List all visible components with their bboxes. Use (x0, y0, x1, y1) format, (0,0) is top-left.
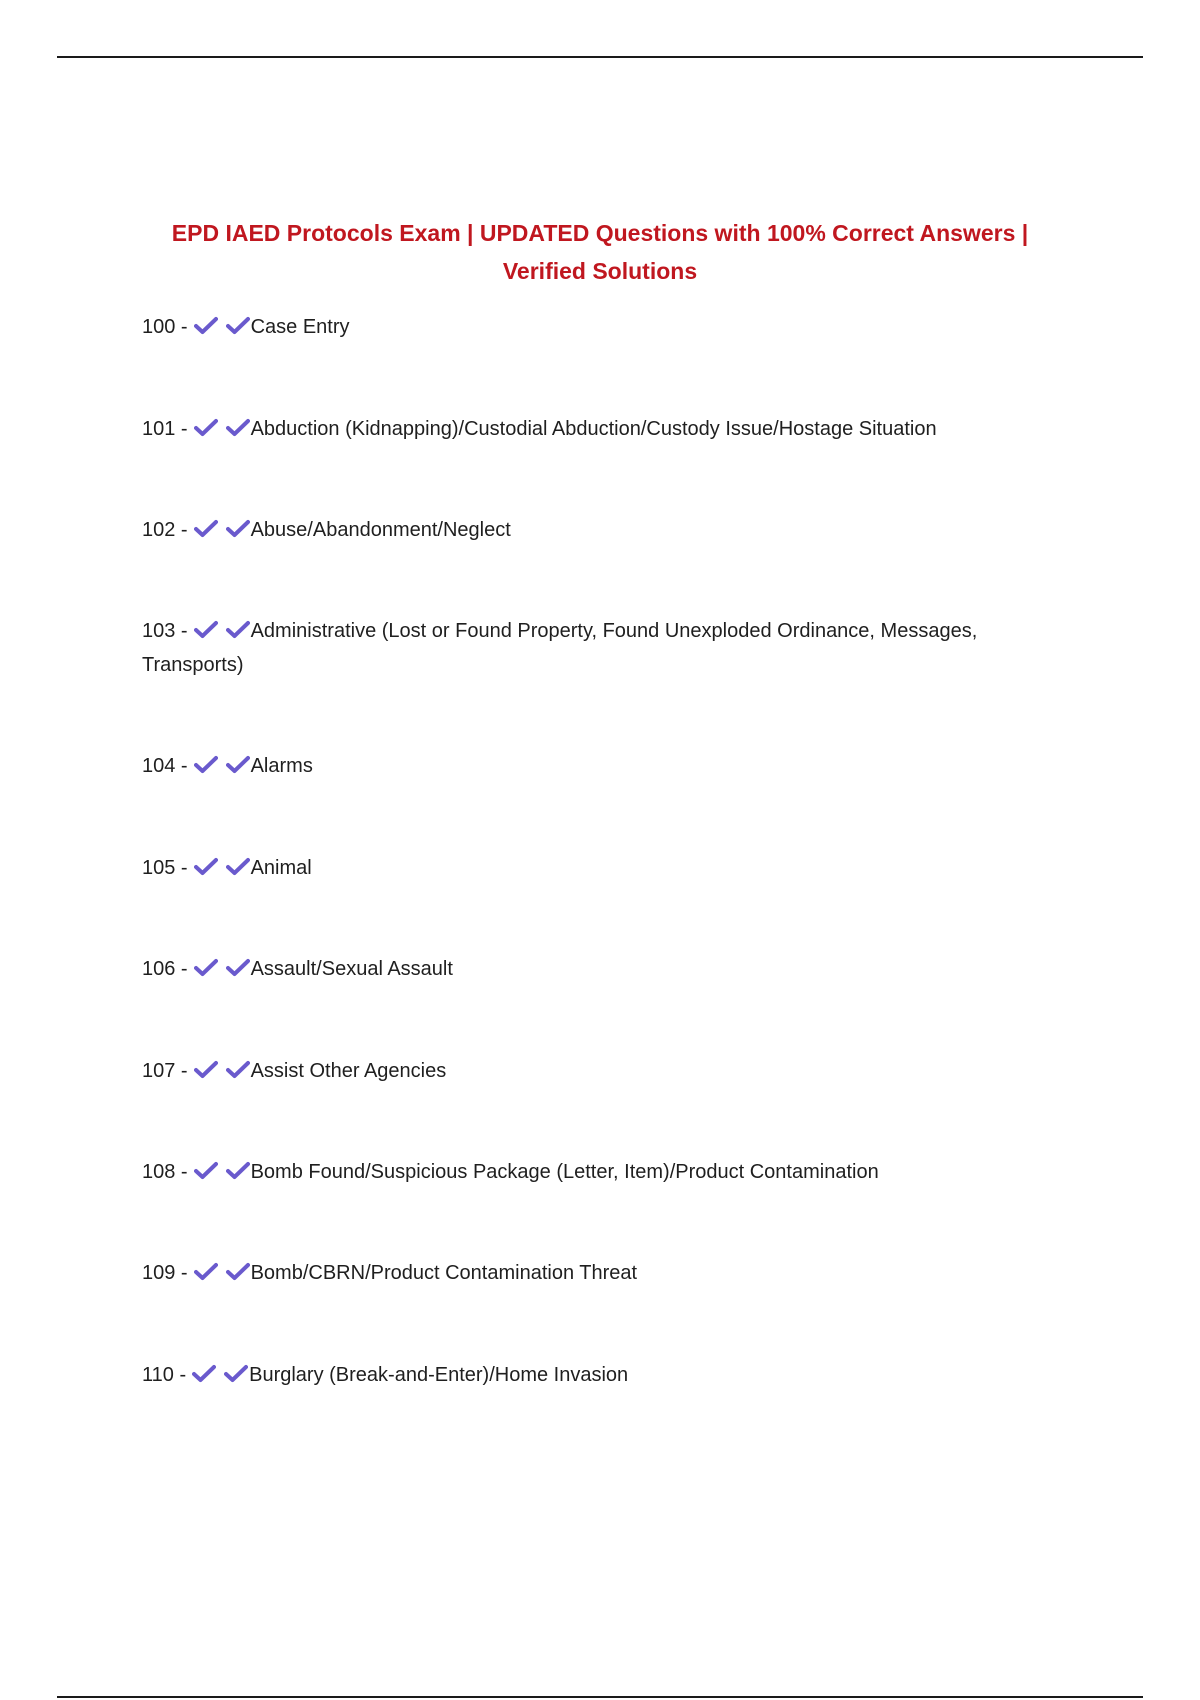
check-icon (226, 418, 250, 438)
check-icon (226, 1060, 250, 1080)
list-item (142, 1256, 1062, 1290)
check-icon (194, 958, 218, 978)
entry-number: 109 - (142, 1262, 188, 1284)
list-item (142, 1358, 1062, 1392)
entry-number: 100 - (142, 316, 188, 338)
document-title: EPD IAED Protocols Exam | UPDATED Questions with 100% Correct Answers | Verified Solutions (171, 220, 1029, 284)
check-icon (224, 1364, 248, 1384)
check-icon (226, 620, 250, 640)
check-icon (226, 958, 250, 978)
check-icon (194, 519, 218, 539)
check-icon (226, 519, 250, 539)
check-icon (194, 857, 218, 877)
entry-number: 110 - (142, 1364, 187, 1386)
entry-number: 107 - (142, 1060, 188, 1082)
entry-number: 104 - (142, 755, 188, 777)
entry-text: Alarms (250, 755, 313, 777)
list-item (142, 513, 1062, 547)
check-icon (194, 620, 218, 640)
entry-text: Bomb/CBRN/Product Contamination Threat (250, 1262, 638, 1284)
entry-text: Case Entry (250, 316, 350, 338)
list-item (142, 310, 1062, 344)
check-icon (226, 316, 250, 336)
entry-text: Animal (250, 857, 312, 879)
list-item (142, 749, 1062, 783)
footer-rule (57, 1696, 1143, 1698)
entry-text: Bomb Found/Suspicious Package (Letter, Item)/Product Contamination (250, 1161, 879, 1183)
entry-number: 105 - (142, 857, 188, 879)
check-icon (194, 1060, 218, 1080)
list-item (142, 1155, 1062, 1189)
check-icon (194, 1161, 218, 1181)
entry-number: 108 - (142, 1161, 188, 1183)
entry-text: Abuse/Abandonment/Neglect (250, 519, 511, 541)
entry-number: 101 - (142, 418, 188, 440)
entry-text: Assault/Sexual Assault (250, 958, 453, 980)
check-icon (192, 1364, 216, 1384)
header-rule (57, 56, 1143, 58)
check-icon (226, 857, 250, 877)
list-item (142, 851, 1062, 885)
check-icon (226, 1262, 250, 1282)
check-icon (226, 755, 250, 775)
entry-number: 106 - (142, 958, 188, 980)
entry-text: Assist Other Agencies (250, 1060, 447, 1082)
entry-text: Abduction (Kidnapping)/Custodial Abduction/Custody Issue/Hostage Situation (250, 418, 937, 440)
check-icon (194, 1262, 218, 1282)
entry-number: 103 - (142, 620, 188, 642)
entry-text: Administrative (Lost or Found Property, Found Unexploded Ordinance, Messages, Transports) (142, 620, 978, 676)
check-icon (194, 755, 218, 775)
entry-text: Burglary (Break-and-Enter)/Home Invasion (249, 1364, 629, 1386)
check-icon (194, 418, 218, 438)
check-icon (226, 1161, 250, 1181)
list-item (142, 614, 1062, 682)
list-item (142, 412, 1062, 446)
list-item (142, 952, 1062, 986)
check-icon (194, 316, 218, 336)
entry-number: 102 - (142, 519, 188, 541)
list-item (142, 1054, 1062, 1088)
